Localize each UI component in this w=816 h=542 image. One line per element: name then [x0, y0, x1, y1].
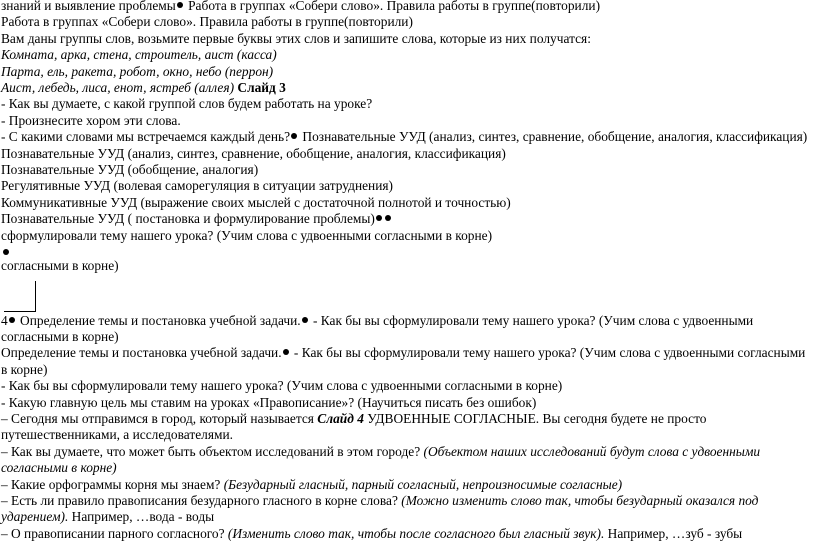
- text-line: [1, 80, 813, 96]
- bullet-dot-icon: [177, 2, 183, 8]
- text-fragment: - Как бы вы сформулировали тему нашего урока? (Учим слова с удвоенными согласными в корне): [1, 345, 806, 377]
- bullet-dot-icon: [376, 215, 382, 221]
- bullet-dot-icon: [385, 215, 391, 221]
- answer-text: (Объектом наших исследований будут слова с удвоенными согласными в корне): [1, 443, 761, 476]
- text-line: [1, 477, 813, 493]
- text-line: [1, 211, 813, 227]
- text-line-italic: Комната, арка, стена, строитель, аист (касса): [1, 47, 277, 63]
- text-line: сформулировали тему нашего урока? (Учим слова с удвоенными согласными в корне): [1, 227, 493, 243]
- answer-text: (Изменить слово так, чтобы после согласного был гласный звук).: [227, 525, 605, 541]
- bullet-dot-icon: [3, 249, 9, 255]
- text-fragment: Например, …зуб - зубы: [604, 525, 743, 541]
- bullet-dot-icon: [291, 133, 297, 139]
- text-fragment: – Сегодня мы отправимся в город, который называется: [1, 410, 318, 426]
- text-line-italic: Парта, ель, ракета, робот, окно, небо (перрон): [1, 63, 274, 79]
- text-paragraph: [1, 411, 813, 444]
- text-fragment: Работа в группах «Собери слово». Правила работы в группе(повторили): [184, 0, 601, 13]
- text-fragment: Определение темы и постановка учебной задачи.: [16, 312, 301, 328]
- text-line: Регулятивные УУД (волевая саморегуляция в ситуации затруднения): [1, 178, 394, 194]
- answer-text: (Безударный гласный, парный согласный, непроизносимые согласные): [223, 476, 623, 492]
- text-fragment: знаний и выявление проблемы: [1, 0, 176, 13]
- bullet-dot-icon: [283, 349, 289, 355]
- text-fragment: – Какие орфограммы корня мы знаем?: [1, 476, 224, 492]
- text-fragment: Познавательные УУД ( постановка и формулирование проблемы): [1, 211, 375, 227]
- text-paragraph: [1, 345, 813, 378]
- text-line: [1, 526, 813, 542]
- word-list: Аист, лебедь, лиса, енот, ястреб (аллея): [1, 80, 235, 96]
- text-line: согласными в корне): [1, 258, 119, 274]
- text-fragment: - Как бы вы сформулировали тему нашего урока? (Учим слова с удвоенными согласными в корне): [1, 312, 754, 344]
- text-fragment: Определение темы и постановка учебной задачи.: [1, 345, 282, 361]
- text-line: Работа в группах «Собери слово». Правила работы в группе(повторили): [1, 14, 413, 30]
- document-page: [1, 0, 813, 542]
- answer-text: (Можно изменить слово так, чтобы безударный оказался под ударением).: [1, 492, 759, 525]
- bullet-dot-icon: [302, 317, 308, 323]
- bullet-row: [1, 244, 813, 258]
- text-fragment: – Как вы думаете, что может быть объектом исследований в этом городе?: [1, 443, 424, 459]
- text-line: - Как вы думаете, с какой группой слов будем работать на уроке?: [1, 96, 373, 112]
- text-line: Вам даны группы слов, возьмите первые буквы этих слов и запишите слова, которые из них получатся:: [1, 30, 591, 46]
- text-line: Коммуникативные УУД (выражение своих мыслей с достаточной полнотой и точностью): [1, 194, 511, 210]
- text-line: - Как бы вы сформулировали тему нашего урока? (Учим слова с удвоенными согласными в корне): [1, 378, 563, 394]
- box-corner-figure: [1, 275, 813, 313]
- text-fragment: 4: [1, 312, 8, 328]
- text-paragraph: [1, 493, 813, 526]
- text-fragment: Например, …вода - воды: [68, 509, 215, 525]
- text-fragment: Познавательные УУД (анализ, синтез, сравнение, обобщение, аналогия, классификация): [299, 129, 808, 145]
- box-horizontal-line: [4, 311, 36, 312]
- slide-label: Слайд 3: [234, 80, 286, 96]
- text-line: Познавательные УУД (анализ, синтез, сравнение, обобщение, аналогия, классификация): [1, 145, 506, 161]
- text-fragment: УДВОЕННЫЕ СОГЛАСНЫЕ. Вы сегодня будете не просто путешественниками, а исследователями.: [1, 410, 707, 443]
- text-fragment: – Есть ли правило правописания безударного гласного в корне слова?: [1, 492, 402, 508]
- text-line: [1, 129, 813, 145]
- text-line: Познавательные УУД (обобщение, аналогия): [1, 162, 259, 178]
- text-fragment: – О правописании парного согласного?: [1, 525, 228, 541]
- slide-label: Слайд 4: [317, 410, 364, 426]
- text-line: [1, 0, 813, 14]
- text-line: - Произнесите хором эти слова.: [1, 112, 181, 128]
- text-paragraph: [1, 444, 813, 477]
- box-vertical-line: [35, 281, 36, 311]
- text-fragment: - С какими словами мы встречаемся каждый день?: [1, 129, 291, 145]
- text-paragraph: [1, 313, 813, 346]
- bullet-dot-icon: [9, 317, 15, 323]
- text-line: - Какую главную цель мы ставим на уроках «Правописание»? (Научиться писать без ошибок): [1, 394, 537, 410]
